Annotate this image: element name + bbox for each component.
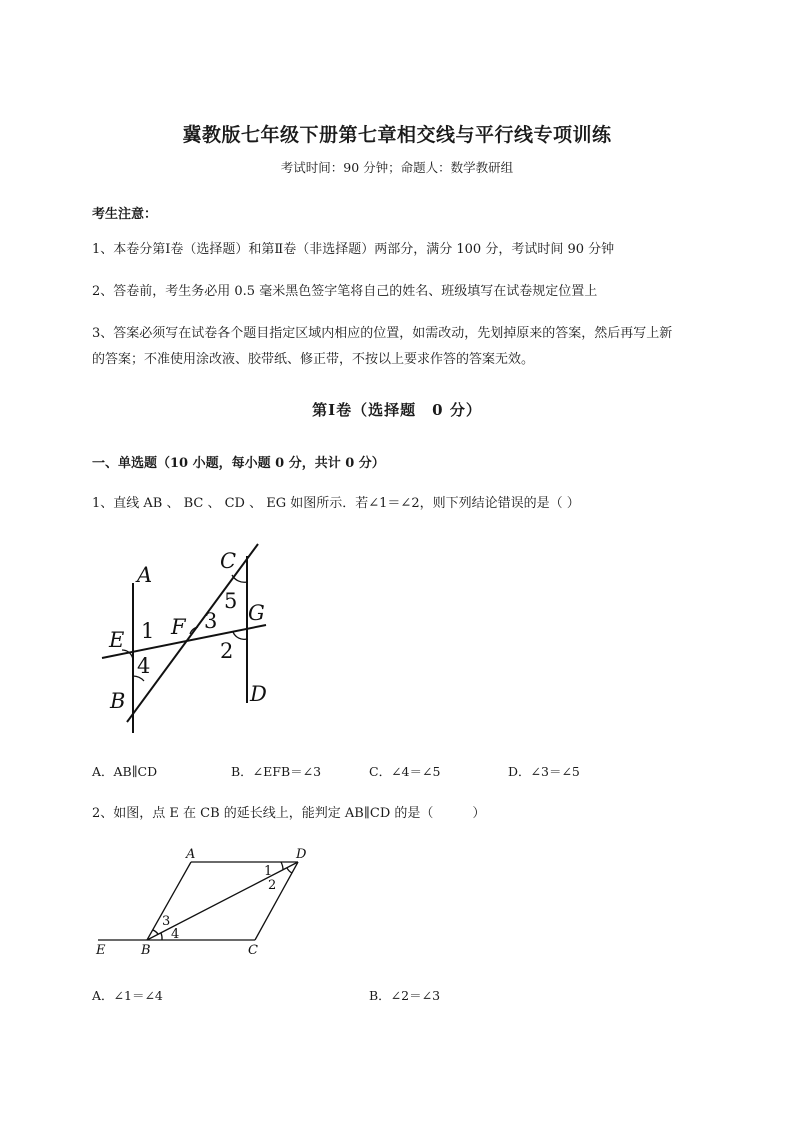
q1-option-d[interactable]: D．∠3＝∠5: [508, 764, 580, 779]
angle-4-arc: [161, 933, 162, 940]
question-1-stem: 1、直线 AB 、 BC 、 CD 、 EG 如图所示．若∠1＝∠2，则下列结论错误的是（ ）: [92, 496, 580, 511]
q2-option-a[interactable]: A．∠1＝∠4: [92, 988, 163, 1003]
q1-option-b[interactable]: B．∠EFB＝∠3: [231, 764, 322, 779]
label-b: B: [141, 943, 151, 958]
label-angle-4: 4: [171, 927, 180, 942]
notice-item-2: 2、答卷前，考生务必用 0.5 毫米黑色签字笔将自己的姓名、班级填写在试卷规定位置上: [92, 284, 598, 299]
notice-heading: 考生注意：: [92, 207, 158, 222]
label-a: A: [137, 563, 153, 587]
label-angle-1: 1: [141, 619, 155, 643]
label-g: G: [248, 601, 265, 625]
label-angle-2: 2: [268, 878, 277, 893]
notice-item-1: 1、本卷分第Ⅰ卷（选择题）和第Ⅱ卷（非选择题）两部分，满分 100 分，考试时间 90 分钟: [92, 242, 615, 257]
notice-item-3: 3、答案必须写在试卷各个题目指定区域内相应的位置，如需改动，先划掉原来的答案，然后再写上新: [92, 326, 673, 341]
question-2-stem: 2、如图，点 E 在 CB 的延长线上，能判定 AB∥CD 的是（ ）: [92, 806, 486, 821]
question-2-figure: [92, 844, 322, 962]
angle-3-arc: [153, 930, 158, 934]
section-title: 第Ⅰ卷（选择题 0 分）: [312, 401, 482, 419]
q1-option-a[interactable]: A．AB∥CD: [92, 764, 158, 779]
notice-item-3-cont: 的答案；不准使用涂改液、胶带纸、修正带，不按以上要求作答的答案无效。: [92, 352, 535, 367]
label-angle-5: 5: [224, 589, 238, 613]
angle-1-arc: [281, 862, 283, 870]
label-c: C: [220, 549, 237, 573]
label-d: D: [296, 847, 307, 862]
page-title: 冀教版七年级下册第七章相交线与平行线专项训练: [182, 124, 612, 146]
q1-option-c[interactable]: C．∠4＝∠5: [369, 764, 441, 779]
label-e: E: [96, 943, 106, 958]
exam-info: 考试时间：90 分钟；命题人：数学教研组: [280, 160, 514, 175]
label-c: C: [248, 943, 258, 958]
q2-option-b[interactable]: B．∠2＝∠3: [369, 988, 441, 1003]
part-heading: 一、单选题（10 小题，每小题 0 分，共计 0 分）: [92, 456, 385, 471]
label-d: D: [250, 682, 267, 706]
question-1-figure: [100, 538, 280, 738]
label-angle-3: 3: [162, 914, 171, 929]
label-angle-1: 1: [264, 864, 273, 879]
label-f: F: [171, 615, 186, 639]
label-a: A: [186, 847, 196, 862]
label-angle-2: 2: [220, 639, 234, 663]
angle-2-arc: [233, 632, 247, 639]
label-angle-4: 4: [137, 654, 151, 678]
label-e: E: [109, 628, 125, 652]
label-angle-3: 3: [204, 609, 218, 633]
label-b: B: [110, 689, 126, 713]
angle-2-arc: [287, 868, 292, 873]
